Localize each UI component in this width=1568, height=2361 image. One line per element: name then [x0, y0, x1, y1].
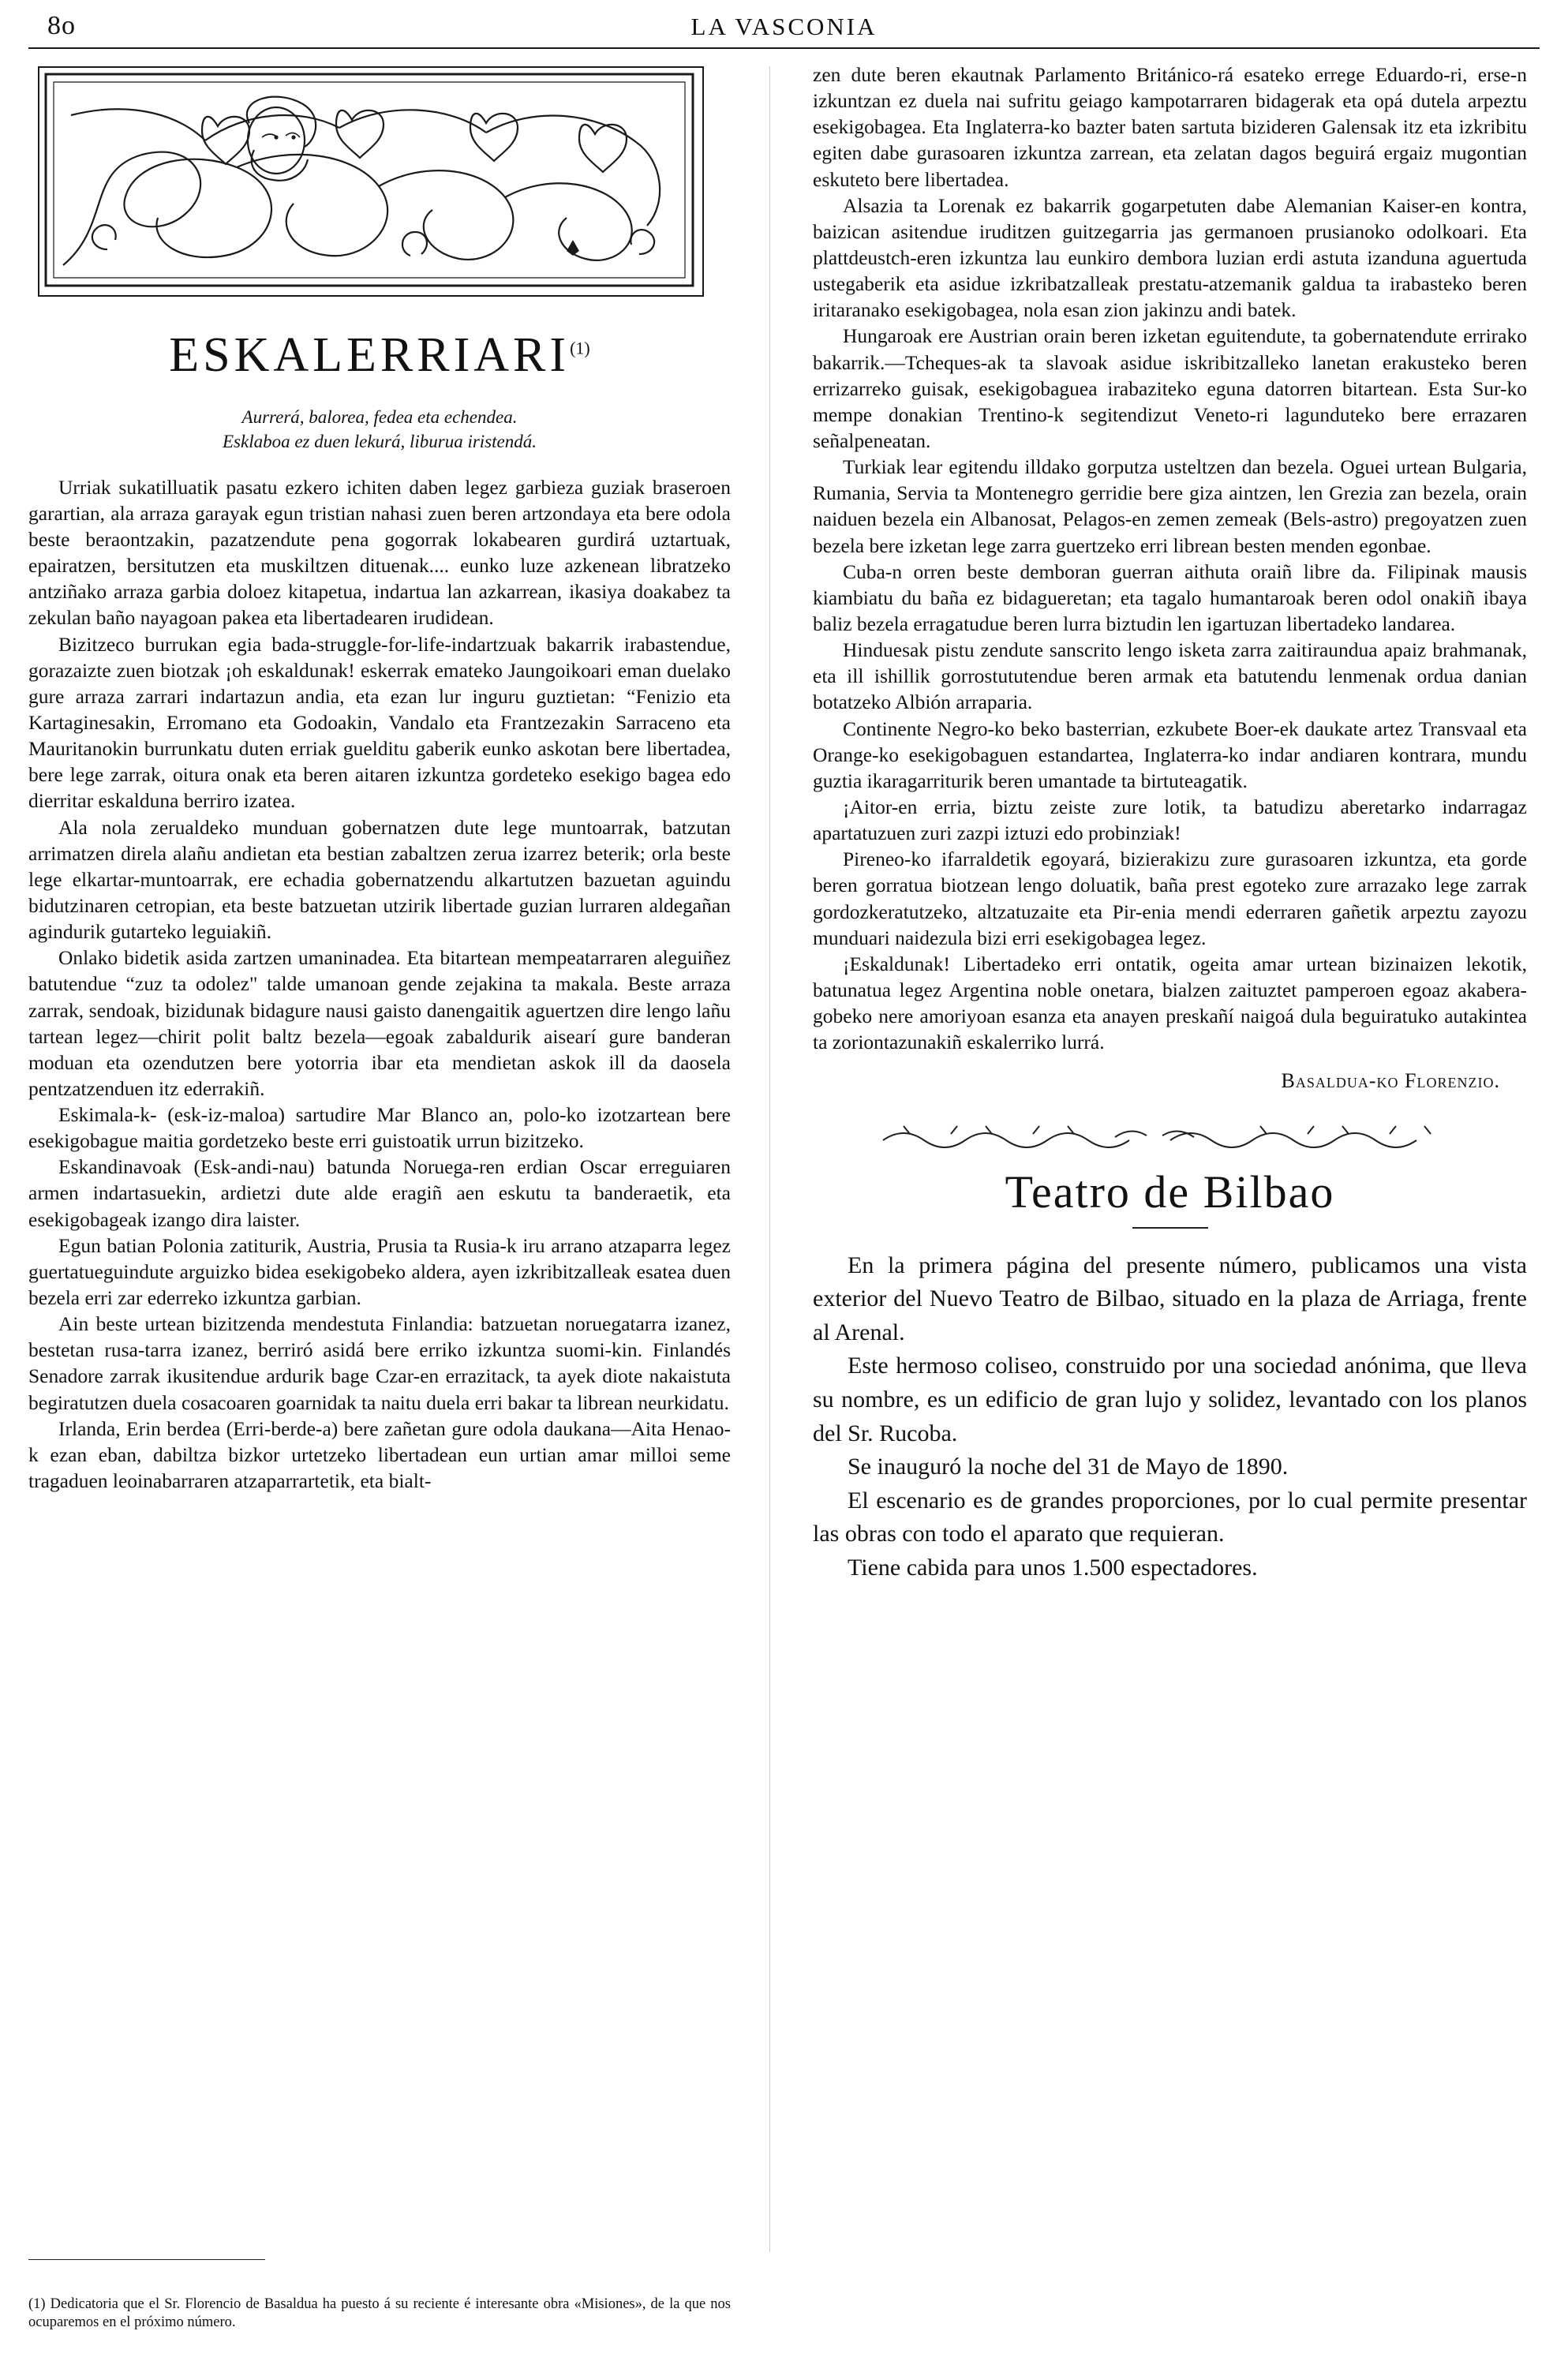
article-title: [28, 324, 731, 387]
paragraph: Onlako bidetik asida zartzen umaninadea. Eta bitartean mempeatarraren aleguiñez batutendue “zuz ta odolez" talde umanoan gende zejakina ta makala. Beste arraza zarrak, sendoak, bizidunak bidagure nausi gaisto danengaitik aguertzen dire lengo lañu tartean legez—chirit polit baltz bezela—egoak zabaldurik aisearí gure banderan moduan eta ozendutzen bere yotorria ibar eta mendietan askok ill da daosela pentzatzenduen itz ederrakiñ.: [28, 946, 731, 1100]
paragraph: Hungaroak ere Austrian orain beren izketan eguitendute, ta gobernatendute errirako bakarrik.—Tcheques-ak ta slavoak asidue iskribitzalleko lanetan erakusteko beren errizarreko guisak, esekigobaguea irabaziteko eguna datorren bitartean. Esta Sur-ko mempe donakian Trentino-k segitendizut Veneto-ri lagunduteko bere errazaren señalpeneatan.: [813, 324, 1527, 452]
article-title-footnote-marker: (1): [570, 338, 590, 358]
paragraph: ¡Aitor-en erria, biztu zeiste zure lotik, ta batudizu aberetarko indarragaz apartatuzuen zuri zazpi iztuzi edo probinziak!: [813, 795, 1527, 845]
paragraph: Bizitzeco burrukan egia bada-struggle-for-life-indartzuak bakarrik irabastendue, gorazaizte zuen biotzak ¡oh eskaldunak! eskerrak emateko Jaungoikoari eman duelako gure arraza zarrari indartazun andia, eta ezan lur inguru guztietan: “Fenizio eta Kartaginesakin, Erromano eta Godoakin, Vandalo eta Frantzezakin Sarraceno eta Mauritanokin burrunkatu duten erriak guelditu gaberik eunko askotan bere libertadea, bere lege zarrak, oitura onak eta beren aitaren izkuntza gordeteko esekigo bagea edo dierritar eskalduna berriro izatea.: [28, 632, 731, 813]
article-title-text: ESKALERRIARI: [169, 328, 571, 382]
left-column: [28, 62, 731, 2263]
paragraph: Eskimala-k- (esk-iz-maloa) sartudire Mar Blanco an, polo-ko izotzartean bere esekigobague maitia gordetzeko beste erri guistoatik urrun bizitzeko.: [28, 1103, 731, 1153]
paragraph: zen dute beren ekautnak Parlamento Británico-rá esateko errege Eduardo-ri, erse-n izkuntzan ez duela nai sufritu geiago kampotarraren bidagerak eta opá dutela arpeztu esekigobagea. Eta Inglaterra-ko bazter baten sartuta bizideren Galensak itz eta izkribitu egiten dabe gurasoaren izkuntza zarrean, eta zelatan dagos beguirá ergaiz mugontian eskuteto bere libertadea.: [813, 63, 1527, 191]
epigraph-line-1: Aurrerá, balorea, fedea eta echendea.: [241, 406, 518, 427]
paragraph: Se inauguró la noche del 31 de Mayo de 1890.: [848, 1454, 1289, 1480]
column-divider: [769, 66, 770, 2252]
paragraph: Pireneo-ko ifarraldetik egoyará, bizierakizu zure gurasoaren izkuntza, eta gorde beren gorratua biotzean lengo doluatik, baña prest egoteko zure arrazako lege zarrak gordozkeratutzeko, altzatuzaite eta Pir-enia mendi ederraren gañetik arpeztu zayozu munduari naidezula bizi erri esekigobagea legez.: [813, 847, 1527, 949]
article-signature: Basaldua-ko Florenzio.: [1281, 1069, 1500, 1093]
decorative-headpiece-illustration: [38, 66, 704, 297]
paragraph: Cuba-n orren beste demboran guerran aithuta oraiñ libre da. Filipinak mausis kiambiatu du baña ez bidagueretan; eta tagalo humantaroak beren odol onakiñ ibaya baliz bezela erragatudue beren lurra biztudin len igartuzan libertadeko landarea.: [813, 559, 1527, 635]
folio-number: 8o: [47, 11, 76, 40]
paragraph: Ain beste urtean bizitzenda mendestuta Finlandia: batzuetan noruegatarra izanez, bestetan rusa-tarra izanez, berriró asidá bere erriko izkuntza suomi-kin. Finlandés Senadore zarrak ikusitendue ardurik bage Czar-en errazitack, ta ayek diote nakaistuta begiratutzen duela cosacoaren goarnidak ta naitu duela erri bakar ta librean neurkidatu.: [28, 1312, 731, 1414]
paragraph: Turkiak lear egitendu illdako gorputza usteltzen dan bezela. Oguei urtean Bulgaria, Rumania, Servia ta Montenegro gerridie bere giza aintzen, len Grezia zan bezela, orain naiduen bezela ein Albanosat, Pelagos-en zemen zemeak (Bels-astro) pregoyatzen zuen bezela bere izketan lege zarra guertzeko erri librean besten menden egonbae.: [813, 455, 1527, 557]
paragraph: ¡Eskaldunak! Libertadeko erri ontatik, ogeita amar urtean bizinaizen lekotik, batunatua legez Argentina noble onetara, bialzen zaituztet pamperoen egoaz akaberagobeko nere amoriyoan esanza eta anayen preskañí naigoá dula beguiratuko autakintea ta zoriontazunakiñ eskalerriko lurrá.: [813, 952, 1527, 1054]
paragraph: Eskandinavoak (Esk-andi-nau) batunda Noruega-ren erdian Oscar erreguiaren armen indartasuekin, ardietzi dute alde eragiñ aen eskutu ta banderaetik, eta esekigobageak izango dira laister.: [28, 1155, 731, 1231]
paragraph: Irlanda, Erin berdea (Erri-berde-a) bere zañetan gure odola daukana—Aita Henao-k ezan eban, dabiltza bizkor urtetzeko libertadean eun urtian amar milloi seme tragaduen leoinabarraren atzaparrartetik, eta bialt-: [28, 1416, 731, 1493]
paragraph: Continente Negro-ko beko basterrian, ezkubete Boer-ek daukate artez Transvaal eta Orange-ko esekigobaguen estandartea, Inglaterra-ko indar andiaren kontrara, mundu guztia ikaragarriturik beren umantade ta birtuteagatik.: [813, 717, 1527, 792]
footnote: (1) Dedicatoria que el Sr. Florencio de Basaldua ha puesto á su reciente é interesante obra «Misiones», de la que nos ocuparemos en el próximo número.: [28, 2296, 731, 2331]
second-article-body: [813, 1249, 1527, 1585]
ornamental-divider: [878, 1121, 1462, 1154]
paragraph: Este hermoso coliseo, construido por una sociedad anónima, que lleva su nombre, es un edificio de gran lujo y solidez, levantado con los planos del Sr. Rucoba.: [813, 1353, 1527, 1446]
paragraph: Urriak sukatilluatik pasatu ezkero ichiten daben legez garbieza guziak braseroen garartian, ala arraza garayak egun tristian nahasi zuen beren artzondaya eta bere odola beste beraontzakin, pazatzendute pena gogorrak lokabearen gurdirá uztartuak, epairatzen, bersitutzen eta muskiltzen dituenak.... eunko luze azkenean libratzeko antziñako arraza garbia doloez kitapetua, indartua lan azkarrean, ikasiya doakabez ta zekulan baño nayagoan pakea eta libertadearen irudidean.: [28, 475, 731, 630]
paragraph: Ala nola zerualdeko munduan gobernatzen dute lege muntoarrak, batzutan arrimatzen direla alañu andietan eta bestian zabaltzen zerua izarrez beterik; orla beste lege elkartar-muntoarrak, ere echadia gobernatzendu alkartutzen bazuetan aguindu bidutzinaren cetropian, eta beste batzuetan utzirik libertade guzian lurraren aldegañan agindurik gutarteko leguiakiñ.: [28, 815, 731, 944]
second-article-title: Teatro de Bilbao: [1005, 1166, 1335, 1218]
paragraph: En la primera página del presente número, publicamos una vista exterior del Nuevo Teatro de Bilbao, situado en la plaza de Arriaga, frente al Arenal.: [813, 1252, 1527, 1345]
paragraph: Hinduesak pistu zendute sanscrito lengo isketa zarra zaitiraundua apaiz brahmanak, eta ill ishillik gorrostututendue beren armak eta batutendu lenmenak ordua danian botatzeko Albión arraparia.: [813, 638, 1527, 714]
second-article-title-underline: [1132, 1227, 1208, 1229]
right-column: [813, 62, 1527, 2334]
epigraph-line-2: Esklaboa ez duen lekurá, liburua iristendá.: [223, 431, 537, 451]
publication-title: LA VASCONIA: [690, 13, 878, 40]
footnote-rule: [28, 2259, 265, 2260]
header-rule: [28, 47, 1540, 49]
paragraph: El escenario es de grandes proporciones, por lo cual permite presentar las obras con todo el aparato que requieran.: [813, 1487, 1527, 1547]
running-head: [47, 11, 1521, 43]
paragraph: Tiene cabida para unos 1.500 espectadores.: [848, 1554, 1258, 1581]
article-epigraph: [28, 405, 731, 454]
paragraph: Alsazia ta Lorenak ez bakarrik gogarpetuten dabe Alemanian Kaiser-en kontra, baizican asitendue iruditzen guitzegarria jas germanoen prusianoko odolkoari. Eta plattdeustch-eren izkuntza lau eunkiro dembora luzian erdi astuta izanduna aguertuda ustegaberik eta asidue izkribatzalleak prestatu-atzemanik galdua ta irabasteko beren iritaranako esekigobagea, nola esan zion jakinzu andi batek.: [813, 193, 1527, 322]
paragraph: Egun batian Polonia zatiturik, Austria, Prusia ta Rusia-k iru arrano atzaparra legez guertatueguindute arguizko bidea esekigobeko aldera, ayen izkribitzalleak esatea duen bezela erri zar ederreko izkuntza garbian.: [28, 1233, 731, 1310]
